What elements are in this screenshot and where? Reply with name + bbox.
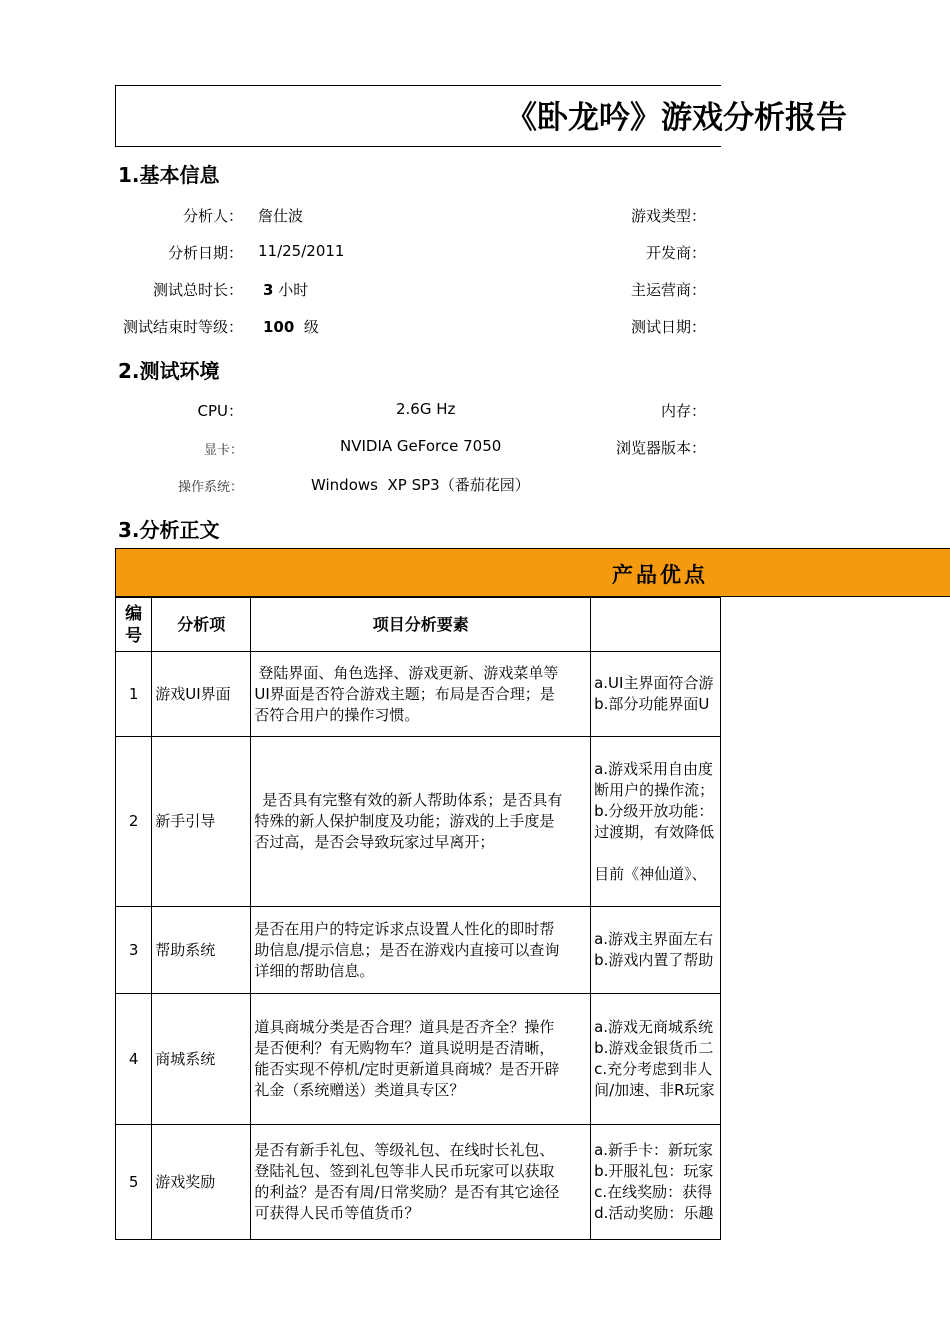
analysis-line: c.在线奖励：获得 [594, 1183, 713, 1201]
analysis-line: 目前《神仙道》、 [594, 864, 707, 883]
row-item: 新手引导 [152, 737, 251, 907]
gpu-value: NVIDIA GeForce 7050 [340, 437, 502, 455]
analysis-line: b.分级开放功能： [594, 801, 714, 820]
row-item: 游戏UI界面 [152, 652, 251, 737]
analysis-table [115, 597, 721, 1240]
elements-line: 是否在用户的特定诉求点设置人性化的即时帮 [254, 919, 555, 938]
analysis-line: a.游戏采用自由度 [594, 759, 714, 778]
row-elements [251, 737, 591, 907]
row-num: 1 [116, 652, 152, 737]
header-elements: 项目分析要素 [251, 598, 591, 652]
analysis-line: a.UI主界面符合游 [594, 674, 714, 692]
duration-unit: 小时 [278, 281, 309, 299]
elements-line: 详细的帮助信息。 [254, 961, 375, 980]
analysis-line: d.活动奖励：乐趣 [594, 1204, 714, 1222]
level-unit: 级 [303, 318, 319, 336]
os-value: Windows XP SP3（番茄花园） [311, 476, 530, 494]
elements-line: 否过高，是否会导致玩家过早离开； [254, 833, 495, 851]
analyst-value: 詹仕波 [258, 207, 304, 225]
duration-number: 3 [263, 281, 274, 299]
table-header-row [116, 598, 721, 652]
browser-label: 浏览器版本： [615, 439, 706, 457]
level-label: 测试结束时等级： [122, 318, 243, 336]
elements-line: 助信息/提示信息；是否在游戏内直接可以查询 [254, 940, 560, 959]
row-num: 2 [116, 737, 152, 907]
row-num: 4 [116, 994, 152, 1125]
analysis-line: b.部分功能界面U [594, 695, 710, 713]
analysis-line: a.新手卡：新玩家 [594, 1141, 714, 1159]
cpu-label: CPU： [197, 402, 243, 420]
cpu-value: 2.6G Hz [396, 400, 456, 418]
header-num [116, 598, 152, 652]
gpu-label: 显卡： [203, 443, 243, 458]
row-elements [251, 652, 591, 737]
header-item: 分析项 [152, 598, 251, 652]
developer-label: 开发商： [645, 244, 706, 262]
elements-line: 礼金（系统赠送）类道具专区？ [254, 1081, 465, 1099]
test-date-label: 测试日期： [630, 318, 706, 336]
elements-line: 登陆界面、角色选择、游戏更新、游戏菜单等 [258, 663, 559, 682]
elements-line: 特殊的新人保护制度及功能；游戏的上手度是 [254, 812, 555, 830]
operator-label: 主运营商： [630, 281, 706, 299]
row-analysis [591, 737, 721, 907]
section-basic-heading: 1.基本信息 [118, 163, 220, 187]
elements-line: 是否具有完整有效的新人帮助体系；是否具有 [262, 791, 563, 809]
header-analysis [591, 598, 721, 652]
level-number: 100 [263, 318, 295, 336]
banner-title: 产品优点 [612, 562, 708, 587]
row-analysis [591, 1125, 721, 1240]
row-analysis [591, 652, 721, 737]
table-row [116, 1125, 721, 1240]
page-title: 《卧龙吟》游戏分析报告 [506, 100, 847, 136]
elements-line: 是否便利？有无购物车？道具说明是否清晰， [254, 1039, 555, 1057]
row-item: 商城系统 [152, 994, 251, 1125]
row-elements [251, 1125, 591, 1240]
table-row [116, 994, 721, 1125]
row-analysis [591, 994, 721, 1125]
analysis-line: b.游戏金银货币二 [594, 1039, 714, 1057]
analysis-line: c.充分考虑到非人 [594, 1060, 713, 1078]
memory-label: 内存： [660, 402, 706, 420]
elements-line: 是否有新手礼包、等级礼包、在线时长礼包、 [254, 1141, 555, 1159]
row-analysis [591, 907, 721, 994]
row-item: 游戏奖励 [152, 1125, 251, 1240]
row-elements [251, 907, 591, 994]
row-num: 3 [116, 907, 152, 994]
analyst-label: 分析人： [182, 207, 243, 225]
analysis-line: 断用户的操作流； [594, 780, 715, 799]
elements-line: 道具商城分类是否合理？道具是否齐全？操作 [254, 1018, 555, 1036]
title-box [115, 85, 847, 147]
elements-line: 能否实现不停机/定时更新道具商城？是否开辟 [254, 1060, 560, 1078]
table-row [116, 737, 721, 907]
section-env-heading: 2.测试环境 [118, 359, 220, 383]
duration-value [263, 279, 308, 300]
game-type-label: 游戏类型： [630, 207, 706, 225]
analysis-line: a.游戏主界面左右 [594, 930, 714, 948]
date-value: 11/25/2011 [258, 242, 345, 260]
os-label: 操作系统： [177, 480, 243, 495]
analysis-line: 间/加速、非R玩家 [594, 1081, 715, 1099]
header-num-text: 编号 [125, 603, 143, 646]
row-elements [251, 994, 591, 1125]
table-row [116, 907, 721, 994]
row-num: 5 [116, 1125, 152, 1240]
analysis-line: 过渡期，有效降低 [594, 822, 715, 841]
elements-line: 登陆礼包、签到礼包等非人民币玩家可以获取 [254, 1162, 555, 1180]
row-item: 帮助系统 [152, 907, 251, 994]
duration-label: 测试总时长： [152, 281, 243, 299]
date-label: 分析日期： [167, 244, 243, 262]
analysis-line: a.游戏无商城系统 [594, 1018, 714, 1036]
section-body-heading: 3.分析正文 [118, 518, 220, 542]
analysis-line: b.游戏内置了帮助 [594, 951, 714, 969]
elements-line: 的利益？是否有周/日常奖励？是否有其它途径 [254, 1183, 560, 1201]
elements-line: 可获得人民币等值货币？ [254, 1204, 420, 1222]
analysis-blank-line [594, 843, 717, 864]
level-value [263, 316, 319, 337]
elements-line: UI界面是否符合游戏主题；布局是否合理；是 [254, 684, 555, 703]
table-row [116, 652, 721, 737]
analysis-line: b.开服礼包：玩家 [594, 1162, 714, 1180]
elements-line: 否符合用户的操作习惯。 [254, 705, 420, 724]
section-banner [115, 548, 950, 597]
